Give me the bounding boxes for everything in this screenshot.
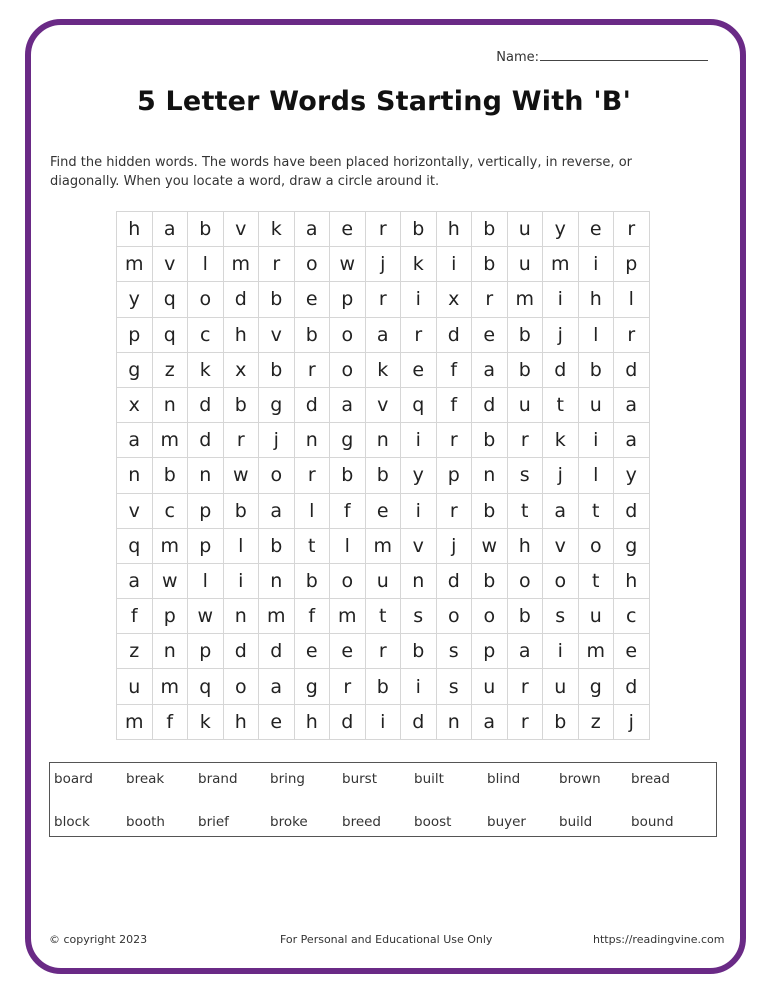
grid-letter[interactable]: r	[365, 212, 401, 247]
grid-letter[interactable]: d	[614, 669, 650, 704]
grid-letter[interactable]: e	[578, 212, 614, 247]
grid-letter[interactable]: o	[472, 599, 508, 634]
grid-letter[interactable]: a	[614, 423, 650, 458]
grid-letter[interactable]: d	[436, 563, 472, 598]
grid-letter[interactable]: n	[152, 387, 188, 422]
grid-letter[interactable]: t	[543, 387, 579, 422]
grid-letter[interactable]: d	[472, 387, 508, 422]
grid-letter[interactable]: m	[117, 247, 153, 282]
grid-letter[interactable]: n	[365, 423, 401, 458]
grid-letter[interactable]: j	[365, 247, 401, 282]
grid-letter[interactable]: e	[294, 634, 330, 669]
grid-letter[interactable]: f	[330, 493, 366, 528]
grid-letter[interactable]: p	[188, 493, 224, 528]
grid-letter[interactable]: g	[294, 669, 330, 704]
grid-row	[117, 563, 650, 598]
grid-letter[interactable]: r	[436, 423, 472, 458]
grid-row	[117, 704, 650, 739]
grid-letter[interactable]: i	[578, 247, 614, 282]
grid-letter[interactable]: m	[259, 599, 295, 634]
grid-letter[interactable]: r	[507, 704, 543, 739]
grid-letter[interactable]: o	[259, 458, 295, 493]
grid-letter[interactable]: n	[436, 704, 472, 739]
grid-letter[interactable]: a	[330, 387, 366, 422]
grid-letter[interactable]: h	[117, 212, 153, 247]
grid-letter[interactable]: v	[365, 387, 401, 422]
grid-letter[interactable]: o	[330, 317, 366, 352]
grid-letter[interactable]: z	[117, 634, 153, 669]
grid-letter[interactable]: n	[117, 458, 153, 493]
grid-letter[interactable]: v	[223, 212, 259, 247]
grid-letter[interactable]: v	[152, 247, 188, 282]
grid-letter[interactable]: j	[436, 528, 472, 563]
grid-letter[interactable]: b	[365, 458, 401, 493]
word-list-item: bread	[631, 771, 670, 787]
grid-letter[interactable]: b	[330, 458, 366, 493]
grid-letter[interactable]: c	[614, 599, 650, 634]
grid-letter[interactable]: z	[152, 352, 188, 387]
grid-letter[interactable]: k	[188, 704, 224, 739]
word-list-item: break	[126, 771, 165, 787]
usage-note: For Personal and Educational Use Only	[280, 933, 493, 946]
grid-row	[117, 212, 650, 247]
grid-letter[interactable]: b	[543, 704, 579, 739]
grid-letter[interactable]: d	[223, 634, 259, 669]
grid-letter[interactable]: a	[614, 387, 650, 422]
grid-letter[interactable]: r	[472, 282, 508, 317]
grid-letter[interactable]: v	[259, 317, 295, 352]
grid-letter[interactable]: f	[117, 599, 153, 634]
grid-letter[interactable]: q	[188, 669, 224, 704]
grid-letter[interactable]: o	[294, 247, 330, 282]
grid-letter[interactable]: a	[294, 212, 330, 247]
grid-letter[interactable]: g	[614, 528, 650, 563]
grid-letter[interactable]: t	[578, 493, 614, 528]
grid-letter[interactable]: q	[117, 528, 153, 563]
grid-letter[interactable]: y	[117, 282, 153, 317]
grid-letter[interactable]: b	[259, 282, 295, 317]
grid-letter[interactable]: m	[330, 599, 366, 634]
instructions: Find the hidden words. The words have been placed horizontally, vertically, in reverse, or diagonally. When you locate a word, draw a circle around it.	[50, 155, 632, 189]
grid-letter[interactable]: f	[436, 387, 472, 422]
grid-letter[interactable]: p	[152, 599, 188, 634]
grid-letter[interactable]: u	[472, 669, 508, 704]
grid-letter[interactable]: b	[507, 352, 543, 387]
grid-letter[interactable]: g	[259, 387, 295, 422]
grid-letter[interactable]: u	[578, 387, 614, 422]
grid-letter[interactable]: h	[223, 317, 259, 352]
grid-letter[interactable]: b	[472, 247, 508, 282]
page-title: 5 Letter Words Starting With 'B'	[136, 86, 632, 117]
grid-letter[interactable]: r	[294, 352, 330, 387]
grid-letter[interactable]: b	[578, 352, 614, 387]
grid-letter[interactable]: d	[614, 352, 650, 387]
grid-letter[interactable]: a	[365, 317, 401, 352]
grid-letter[interactable]: h	[614, 563, 650, 598]
grid-letter[interactable]: c	[188, 317, 224, 352]
grid-letter[interactable]: i	[401, 282, 437, 317]
grid-letter[interactable]: a	[507, 634, 543, 669]
grid-letter[interactable]: e	[614, 634, 650, 669]
grid-letter[interactable]: l	[614, 282, 650, 317]
grid-letter[interactable]: i	[543, 634, 579, 669]
grid-letter[interactable]: l	[188, 563, 224, 598]
grid-letter[interactable]: l	[578, 317, 614, 352]
grid-letter[interactable]: b	[365, 669, 401, 704]
grid-letter[interactable]: b	[223, 387, 259, 422]
grid-letter[interactable]: i	[401, 669, 437, 704]
grid-letter[interactable]: t	[578, 563, 614, 598]
grid-letter[interactable]: x	[223, 352, 259, 387]
grid-letter[interactable]: w	[188, 599, 224, 634]
grid-letter[interactable]: e	[472, 317, 508, 352]
grid-letter[interactable]: w	[152, 563, 188, 598]
grid-letter[interactable]: a	[259, 669, 295, 704]
grid-letter[interactable]: p	[330, 282, 366, 317]
grid-letter[interactable]: a	[117, 563, 153, 598]
grid-letter[interactable]: r	[365, 634, 401, 669]
name-blank-line[interactable]	[540, 49, 708, 61]
grid-letter[interactable]: q	[152, 317, 188, 352]
grid-row	[117, 423, 650, 458]
grid-letter[interactable]: r	[401, 317, 437, 352]
grid-letter[interactable]: e	[259, 704, 295, 739]
name-field[interactable]	[496, 49, 708, 65]
grid-row	[117, 282, 650, 317]
grid-letter[interactable]: b	[259, 528, 295, 563]
grid-letter[interactable]: j	[614, 704, 650, 739]
grid-letter[interactable]: r	[507, 669, 543, 704]
grid-letter[interactable]: l	[330, 528, 366, 563]
grid-letter[interactable]: h	[507, 528, 543, 563]
grid-letter[interactable]: p	[117, 317, 153, 352]
grid-letter[interactable]: r	[365, 282, 401, 317]
grid-letter[interactable]: k	[401, 247, 437, 282]
grid-letter[interactable]: q	[401, 387, 437, 422]
grid-letter[interactable]: y	[401, 458, 437, 493]
grid-letter[interactable]: l	[188, 247, 224, 282]
grid-letter[interactable]: h	[294, 704, 330, 739]
grid-letter[interactable]: i	[401, 423, 437, 458]
grid-letter[interactable]: e	[294, 282, 330, 317]
grid-letter[interactable]: d	[294, 387, 330, 422]
grid-letter[interactable]: p	[188, 634, 224, 669]
grid-letter[interactable]: r	[614, 212, 650, 247]
grid-letter[interactable]: x	[117, 387, 153, 422]
grid-letter[interactable]: i	[436, 247, 472, 282]
word-list-item: bring	[270, 771, 305, 787]
grid-letter[interactable]: g	[578, 669, 614, 704]
grid-letter[interactable]: j	[259, 423, 295, 458]
grid-letter[interactable]: m	[223, 247, 259, 282]
grid-letter[interactable]: d	[436, 317, 472, 352]
grid-letter[interactable]: o	[330, 352, 366, 387]
word-list-item: burst	[342, 771, 378, 787]
grid-letter[interactable]: b	[152, 458, 188, 493]
grid-letter[interactable]: u	[578, 599, 614, 634]
grid-letter[interactable]: m	[578, 634, 614, 669]
grid-letter[interactable]: p	[614, 247, 650, 282]
grid-letter[interactable]: d	[401, 704, 437, 739]
grid-letter[interactable]: o	[507, 563, 543, 598]
word-list-item: block	[54, 814, 90, 830]
grid-letter[interactable]: v	[543, 528, 579, 563]
grid-letter[interactable]: y	[543, 212, 579, 247]
word-list-box	[49, 762, 717, 837]
grid-letter[interactable]: b	[294, 317, 330, 352]
grid-letter[interactable]: n	[188, 458, 224, 493]
grid-letter[interactable]: w	[330, 247, 366, 282]
grid-letter[interactable]: d	[188, 387, 224, 422]
grid-letter[interactable]: t	[507, 493, 543, 528]
grid-letter[interactable]: r	[436, 493, 472, 528]
grid-letter[interactable]: n	[294, 423, 330, 458]
grid-letter[interactable]: k	[259, 212, 295, 247]
grid-letter[interactable]: b	[188, 212, 224, 247]
grid-letter[interactable]: u	[117, 669, 153, 704]
grid-row	[117, 528, 650, 563]
website-link[interactable]: https://readingvine.com	[593, 933, 725, 946]
grid-letter[interactable]: u	[365, 563, 401, 598]
grid-letter[interactable]: a	[543, 493, 579, 528]
grid-letter[interactable]: p	[472, 634, 508, 669]
word-list-item: brief	[198, 814, 229, 830]
grid-letter[interactable]: o	[223, 669, 259, 704]
grid-letter[interactable]: k	[543, 423, 579, 458]
grid-letter[interactable]: k	[188, 352, 224, 387]
grid-letter[interactable]: b	[472, 212, 508, 247]
grid-letter[interactable]: b	[294, 563, 330, 598]
grid-letter[interactable]: n	[472, 458, 508, 493]
copyright-text: © copyright 2023	[49, 933, 148, 946]
grid-letter[interactable]: s	[401, 599, 437, 634]
grid-letter[interactable]: b	[507, 317, 543, 352]
grid-letter[interactable]: a	[472, 352, 508, 387]
grid-letter[interactable]: v	[401, 528, 437, 563]
word-list-item: blind	[487, 771, 521, 787]
grid-letter[interactable]: q	[152, 282, 188, 317]
grid-row	[117, 599, 650, 634]
grid-letter[interactable]: a	[472, 704, 508, 739]
word-list-item: boost	[414, 814, 452, 830]
grid-letter[interactable]: m	[152, 423, 188, 458]
grid-letter[interactable]: i	[578, 423, 614, 458]
grid-letter[interactable]: l	[294, 493, 330, 528]
grid-letter[interactable]: r	[614, 317, 650, 352]
grid-letter[interactable]: h	[578, 282, 614, 317]
word-list-item: brown	[559, 771, 601, 787]
grid-row	[117, 458, 650, 493]
grid-letter[interactable]: d	[223, 282, 259, 317]
grid-letter[interactable]: t	[365, 599, 401, 634]
grid-letter[interactable]: l	[223, 528, 259, 563]
word-search-grid	[116, 211, 650, 740]
grid-letter[interactable]: m	[152, 669, 188, 704]
grid-letter[interactable]: m	[543, 247, 579, 282]
word-list-item: brand	[198, 771, 238, 787]
grid-letter[interactable]: f	[436, 352, 472, 387]
grid-letter[interactable]: m	[117, 704, 153, 739]
grid-letter[interactable]: i	[223, 563, 259, 598]
grid-letter[interactable]: j	[543, 458, 579, 493]
word-list-item: board	[54, 771, 93, 787]
grid-letter[interactable]: n	[223, 599, 259, 634]
grid-letter[interactable]: s	[436, 669, 472, 704]
grid-letter[interactable]: a	[259, 493, 295, 528]
grid-letter[interactable]: i	[543, 282, 579, 317]
grid-letter[interactable]: d	[543, 352, 579, 387]
grid-letter[interactable]: r	[507, 423, 543, 458]
grid-letter[interactable]: o	[330, 563, 366, 598]
grid-row	[117, 247, 650, 282]
grid-letter[interactable]: h	[223, 704, 259, 739]
grid-letter[interactable]: t	[294, 528, 330, 563]
grid-letter[interactable]: i	[401, 493, 437, 528]
grid-letter[interactable]: h	[436, 212, 472, 247]
grid-letter[interactable]: r	[294, 458, 330, 493]
grid-letter[interactable]: r	[223, 423, 259, 458]
grid-letter[interactable]: m	[365, 528, 401, 563]
grid-row	[117, 387, 650, 422]
grid-row	[117, 317, 650, 352]
word-list-item: buyer	[487, 814, 526, 830]
grid-letter[interactable]: r	[259, 247, 295, 282]
grid-letter[interactable]: d	[188, 423, 224, 458]
grid-letter[interactable]: g	[330, 423, 366, 458]
grid-letter[interactable]: m	[152, 528, 188, 563]
name-label: Name:	[496, 50, 539, 65]
grid-letter[interactable]: i	[365, 704, 401, 739]
grid-letter[interactable]: a	[117, 423, 153, 458]
grid-letter[interactable]: r	[330, 669, 366, 704]
word-list-item: breed	[342, 814, 382, 830]
grid-letter[interactable]: s	[507, 458, 543, 493]
grid-letter[interactable]: d	[259, 634, 295, 669]
grid-letter[interactable]: g	[117, 352, 153, 387]
grid-letter[interactable]: d	[614, 493, 650, 528]
word-list-item: broke	[270, 814, 308, 830]
grid-letter[interactable]: b	[507, 599, 543, 634]
word-list-item: bound	[631, 814, 674, 830]
grid-letter[interactable]: p	[436, 458, 472, 493]
grid-letter[interactable]: o	[436, 599, 472, 634]
grid-letter[interactable]: b	[472, 423, 508, 458]
grid-letter[interactable]: v	[117, 493, 153, 528]
grid-letter[interactable]: e	[365, 493, 401, 528]
grid-letter[interactable]: u	[507, 387, 543, 422]
grid-letter[interactable]: b	[472, 563, 508, 598]
grid-letter[interactable]: b	[401, 212, 437, 247]
grid-letter[interactable]: u	[507, 212, 543, 247]
grid-letter[interactable]: s	[543, 599, 579, 634]
grid-letter[interactable]: e	[401, 352, 437, 387]
grid-letter[interactable]: k	[365, 352, 401, 387]
grid-letter[interactable]: s	[436, 634, 472, 669]
grid-letter[interactable]: p	[188, 528, 224, 563]
grid-letter[interactable]: f	[294, 599, 330, 634]
grid-letter[interactable]: y	[614, 458, 650, 493]
grid-row	[117, 634, 650, 669]
grid-row	[117, 352, 650, 387]
word-list-item: built	[414, 771, 444, 787]
grid-letter[interactable]: n	[259, 563, 295, 598]
grid-letter[interactable]: c	[152, 493, 188, 528]
grid-letter[interactable]: e	[330, 212, 366, 247]
grid-letter[interactable]: w	[472, 528, 508, 563]
grid-letter[interactable]: l	[578, 458, 614, 493]
grid-letter[interactable]: d	[330, 704, 366, 739]
grid-letter[interactable]: b	[401, 634, 437, 669]
grid-letter[interactable]: o	[543, 563, 579, 598]
grid-letter[interactable]: b	[472, 493, 508, 528]
grid-letter[interactable]: w	[223, 458, 259, 493]
grid-letter[interactable]: b	[259, 352, 295, 387]
grid-row	[117, 493, 650, 528]
grid-letter[interactable]: n	[152, 634, 188, 669]
grid-letter[interactable]: n	[401, 563, 437, 598]
grid-letter[interactable]: u	[507, 247, 543, 282]
grid-letter[interactable]: j	[543, 317, 579, 352]
grid-letter[interactable]: b	[223, 493, 259, 528]
grid-letter[interactable]: a	[152, 212, 188, 247]
grid-row	[117, 669, 650, 704]
grid-letter[interactable]: z	[578, 704, 614, 739]
word-list-item: build	[559, 814, 593, 830]
grid-letter[interactable]: x	[436, 282, 472, 317]
grid-letter[interactable]: e	[330, 634, 366, 669]
grid-letter[interactable]: m	[507, 282, 543, 317]
grid-letter[interactable]: o	[188, 282, 224, 317]
grid-letter[interactable]: u	[543, 669, 579, 704]
word-list-item: booth	[126, 814, 165, 830]
grid-letter[interactable]: f	[152, 704, 188, 739]
grid-letter[interactable]: o	[578, 528, 614, 563]
